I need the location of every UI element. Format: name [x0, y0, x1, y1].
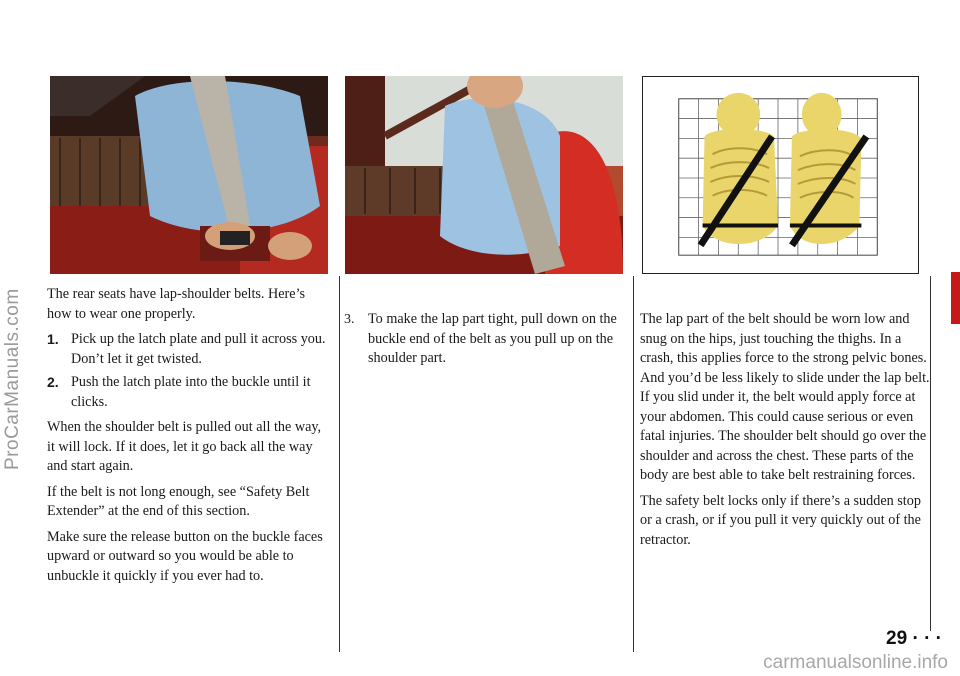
extender-paragraph: If the belt is not long enough, see “Safety Belt Extender” at the end of this section. — [47, 483, 310, 519]
column-right — [640, 310, 930, 556]
lap-belt-paragraph: The lap part of the belt should be worn low and snug on the hips, just touching the thighs. In a crash, this applies force to the strong pelvic bones. And you’d be less likely to slide under the lap belt. If you slid under it, the belt would apply force at your abdomen. This could cause serious or even fatal injuries. The shoulder belt should go over the shoulder and across the chest. These parts of the body are best able to take belt restraining forces. — [640, 311, 930, 483]
step-2 — [47, 373, 329, 412]
column-middle — [344, 310, 630, 373]
retractor-paragraph: The safety belt locks only if there’s a sudden stop or a crash, or if you pull it very quickly out of the retractor. — [640, 492, 921, 548]
release-button-paragraph: Make sure the release button on the buckle faces upward or outward so you would be able to unbuckle it quickly if you ever had to. — [47, 528, 323, 584]
step-number: 2. — [47, 374, 59, 390]
step-number: 3. — [344, 312, 355, 327]
step-3 — [344, 310, 630, 369]
step-number: 1. — [47, 331, 59, 347]
intro-paragraph: The rear seats have lap-shoulder belts. Here’s how to wear one properly. — [47, 286, 306, 322]
column-left — [47, 285, 329, 592]
step-text: To make the lap part tight, pull down on the buckle end of the belt as you pull up on the shoulder part. — [368, 311, 617, 366]
side-watermark: ProCarManuals.com — [2, 288, 23, 470]
page-number: 29 · · · — [886, 628, 942, 649]
column-divider-2 — [633, 276, 634, 652]
lock-paragraph: When the shoulder belt is pulled out all the way, it will lock. If it does, let it go back all the way and start again. — [47, 419, 322, 474]
man-tightening-belt-photo — [345, 76, 623, 274]
step-text: Push the latch plate into the buckle until it clicks. — [71, 374, 311, 410]
skeleton-belt-diagram — [642, 76, 919, 274]
bottom-watermark: carmanualsonline.info — [763, 652, 948, 673]
column-divider-1 — [339, 276, 340, 652]
column-divider-3 — [930, 276, 931, 631]
step-1 — [47, 330, 329, 369]
man-fastening-belt-photo — [50, 76, 328, 274]
step-text: Pick up the latch plate and pull it across you. Don’t let it get twisted. — [71, 331, 326, 367]
section-tab-marker — [951, 272, 960, 324]
